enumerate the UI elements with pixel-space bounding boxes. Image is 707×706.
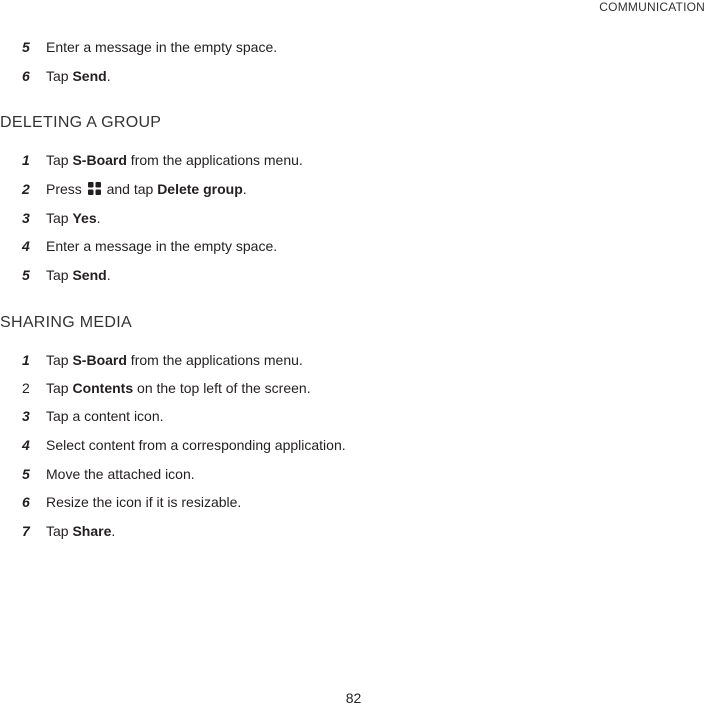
step-text: Select content from a corresponding application.: [46, 437, 346, 453]
grid-menu-icon: [88, 182, 101, 195]
step-number: 3: [22, 408, 30, 424]
share-step-5: [22, 464, 195, 484]
step-text: Tap: [46, 210, 73, 226]
step-number: 3: [22, 210, 30, 226]
delete-step-3: [22, 208, 101, 228]
share-step-1: [22, 350, 303, 370]
step-text: Resize the icon if it is resizable.: [46, 494, 242, 510]
step-number: 5: [22, 39, 30, 55]
share-step-4: [22, 435, 346, 455]
step-text: Enter a message in the empty space.: [46, 39, 278, 55]
step-text-end: .: [96, 210, 101, 226]
step-number: 6: [22, 494, 30, 510]
step-text: Tap: [46, 68, 73, 84]
step-text: Move the attached icon.: [46, 466, 195, 482]
step-text: Tap: [46, 152, 73, 168]
delete-step-1: [22, 150, 303, 170]
step-text-end: .: [106, 267, 111, 283]
section-title-deleting-group: DELETING A GROUP: [0, 114, 162, 131]
delete-step-4: [22, 236, 277, 256]
step-text: Press: [46, 181, 86, 197]
step-number: 5: [22, 466, 30, 482]
ui-term: Send: [72, 68, 107, 84]
delete-step-2: [22, 179, 247, 199]
step-text-end: .: [111, 523, 116, 539]
step-number: 4: [22, 238, 30, 254]
step-number: 5: [22, 267, 30, 283]
ui-term: Yes: [72, 210, 97, 226]
running-header: COMMUNICATION: [599, 0, 705, 14]
ui-term: S-Board: [72, 152, 127, 168]
share-step-7: [22, 521, 115, 541]
delete-step-5: [22, 265, 111, 285]
step-text: Tap a content icon.: [46, 408, 164, 424]
step-number: 1: [22, 152, 30, 168]
section-title-sharing-media: SHARING MEDIA: [0, 314, 132, 331]
step-text: Tap: [46, 380, 73, 396]
step-number: 4: [22, 437, 30, 453]
step-text-end: from the applications menu.: [126, 352, 303, 368]
step-text: Tap: [46, 267, 73, 283]
step-number: 2: [22, 181, 30, 197]
share-step-3: [22, 406, 164, 426]
page-number: 82: [345, 690, 362, 706]
ui-term: S-Board: [72, 352, 127, 368]
step-5-enter-message: [22, 37, 277, 57]
ui-term: Share: [72, 523, 112, 539]
step-text: Enter a message in the empty space.: [46, 238, 278, 254]
step-number: 6: [22, 68, 30, 84]
step-text-middle: and tap: [102, 181, 158, 197]
step-text-end: from the applications menu.: [126, 152, 303, 168]
step-text: Tap: [46, 523, 73, 539]
step-text-end: .: [106, 68, 111, 84]
step-text: Tap: [46, 352, 73, 368]
step-text-end: on the top left of the screen.: [133, 380, 311, 396]
step-number: 2: [22, 380, 30, 396]
step-number: 1: [22, 352, 30, 368]
step-6-tap-send: [22, 66, 111, 86]
share-step-6: [22, 492, 241, 512]
ui-term: Delete group: [157, 181, 243, 197]
ui-term: Contents: [72, 380, 134, 396]
share-step-2: [22, 378, 311, 398]
ui-term: Send: [72, 267, 107, 283]
step-number: 7: [22, 523, 30, 539]
step-text-end: .: [242, 181, 247, 197]
